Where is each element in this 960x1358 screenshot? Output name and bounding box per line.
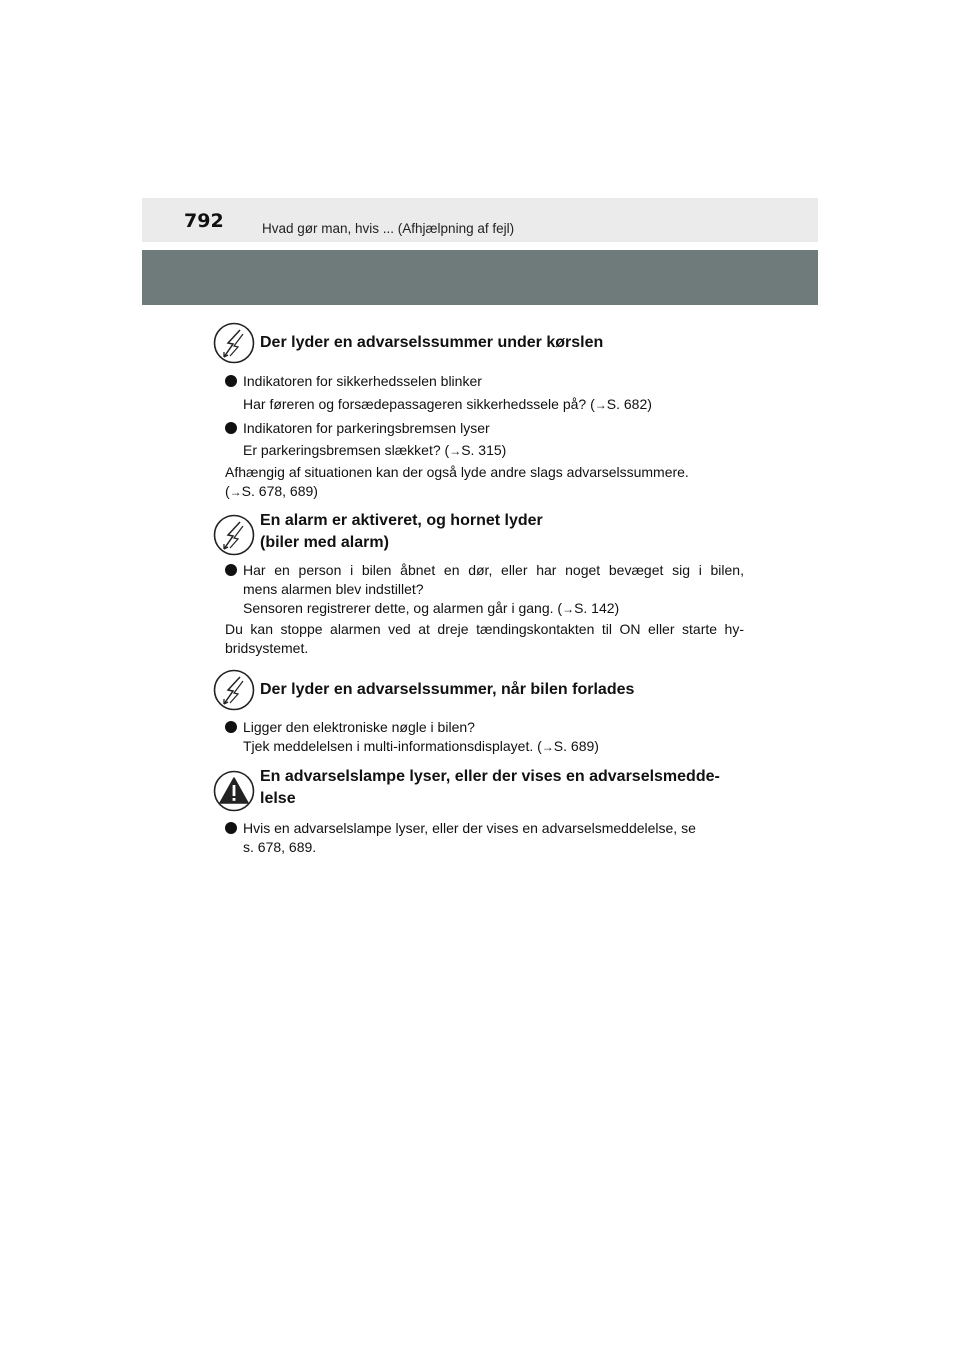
bullet-detail: Tjek meddelelsen i multi-informationsdisplayet. (→S. 689): [243, 738, 599, 754]
section-title-line: En alarm er aktiveret, og hornet lyder: [260, 512, 543, 529]
bullet-marker: [225, 822, 237, 834]
page-reference: S. 315): [461, 442, 507, 458]
running-title: Hvad gør man, hvis ... (Afhjælpning af fejl): [262, 221, 515, 236]
bullet-text: Indikatoren for parkeringsbremsen lyser: [243, 420, 490, 436]
bullet-marker: [225, 375, 237, 387]
note-text: Afhængig af situationen kan der også lyde andre slags advarselssummere.: [225, 464, 689, 480]
bullet-detail: Sensoren registrerer dette, og alarmen går i gang. (→S. 142): [243, 600, 620, 616]
section-title: [260, 510, 760, 554]
note-text: Du kan stoppe alarmen ved at dreje tændingskontakten til ON eller starte hy-: [225, 621, 744, 637]
bullet-text: Har en person i bilen åbnet en dør, eller har noget bevæget sig i bilen,: [243, 562, 744, 578]
section-title-line: (biler med alarm): [260, 534, 389, 551]
arrow-right-icon: →: [229, 485, 242, 499]
bullet-text: s. 678, 689.: [243, 839, 317, 855]
page-reference: S. 142): [574, 600, 620, 616]
page-reference: S. 689): [553, 738, 599, 754]
note-text: bridsystemet.: [225, 640, 309, 656]
section-title-line: En advarselslampe lyser, eller der vises en advarselsmedde-: [260, 768, 720, 785]
bullet-detail: Har føreren og forsædepassageren sikkerhedssele på? (→S. 682): [243, 396, 652, 412]
arrow-right-icon: →: [449, 444, 462, 458]
bullet-marker: [225, 721, 237, 733]
bullet-text: Hvis en advarselslampe lyser, eller der vises en advarselsmeddelelse, se: [243, 820, 696, 836]
page-number: 792: [184, 210, 224, 232]
section-title-line: lelse: [260, 790, 296, 807]
section-title: Der lyder en advarselssummer under kørslen: [260, 334, 604, 351]
section-title: [260, 766, 752, 810]
arrow-right-icon: →: [594, 398, 607, 412]
page-reference: S. 682): [606, 396, 652, 412]
warning-triangle-icon: [213, 770, 255, 812]
bullet-text: mens alarmen blev indstillet?: [243, 581, 424, 597]
bullet-marker: [225, 564, 237, 576]
lightning-sound-icon: [213, 514, 255, 556]
page-reference: S. 678, 689): [241, 483, 318, 499]
bullet-text: Ligger den elektroniske nøgle i bilen?: [243, 719, 475, 735]
bullet-text: Indikatoren for sikkerhedsselen blinker: [243, 373, 482, 389]
lightning-sound-icon: [213, 669, 255, 711]
arrow-right-icon: →: [541, 740, 554, 754]
section-title: Der lyder en advarselssummer, når bilen forlades: [260, 681, 635, 698]
note-text: (→S. 678, 689): [225, 483, 318, 499]
bullet-detail: Er parkeringsbremsen slækket? (→S. 315): [243, 442, 507, 458]
lightning-sound-icon: [213, 322, 255, 364]
bullet-marker: [225, 422, 237, 434]
arrow-right-icon: →: [562, 602, 575, 616]
